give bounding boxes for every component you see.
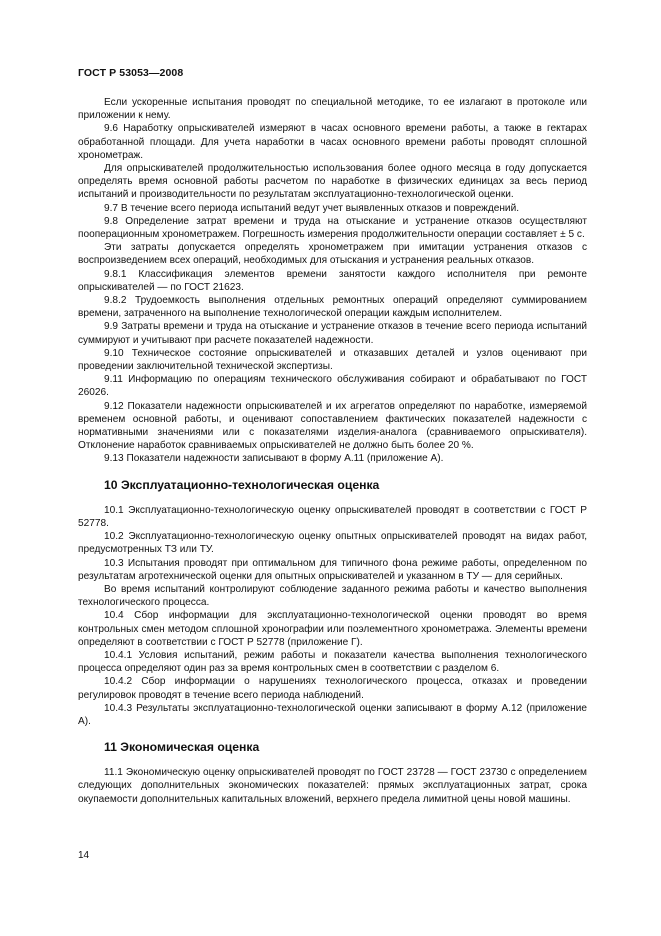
paragraph: 9.10 Техническое состояние опрыскивателей и отказавших деталей и узлов оценивают при проведении заключительной технической экспертизы.: [78, 347, 587, 373]
paragraph: Для опрыскивателей продолжительностью использования более одного месяца в году допускается определять время основной работы расчетом по наработке в физических единицах за весь период испытаний и производительности по результатам эксплуатационно-технологической оценки.: [78, 163, 587, 201]
paragraph: 10.4.2 Сбор информации о нарушениях технологического процесса, отказах и проведении регулировок проводят в течение всего периода наблюдений.: [78, 676, 587, 701]
paragraph: 10.1 Эксплуатационно-технологическую оценку опрыскивателей проводят в соответствии с ГОСТ Р 52778.: [78, 504, 587, 529]
paragraph: 9.13 Показатели надежности записывают в форму А.11 (приложение А).: [104, 453, 444, 465]
section-heading: 10 Эксплуатационно-технологическая оценка: [104, 477, 380, 492]
page-number: 14: [78, 850, 90, 861]
paragraph: Во время испытаний контролируют соблюдение заданного режима работы и качество выполнения технологического процесса.: [78, 583, 587, 609]
paragraph: 9.6 Наработку опрыскивателей измеряют в часах основного времени работы, а также в гектарах обработанной площади. Для учета наработки в часах основного времени работы проводят сплошной хронометраж.: [78, 123, 587, 161]
paragraph: 9.8.1 Классификация элементов времени занятости каждого исполнителя при ремонте опрыскивателей — по ГОСТ 21623.: [78, 268, 587, 293]
paragraph: 10.3 Испытания проводят при оптимальном для типичного фона режиме работы, определенном по результатам агротехнической оценки для опытных опрыскивателей и указанном в ТУ — для серийных.: [78, 557, 587, 582]
paragraph: 10.4.1 Условия испытаний, режим работы и показатели качества выполнения технологического процесса определяют один раз за время контрольных смен в соответствии с разделом 6.: [78, 649, 587, 675]
paragraph: 9.9 Затраты времени и труда на отыскание и устранение отказов в течение всего периода испытаний суммируют и учитывают при расчете показателей надежности.: [78, 321, 587, 346]
paragraph: 9.8.2 Трудоемкость выполнения отдельных ремонтных операций определяют суммированием времени, затраченного на выполнение технологической операции каждым исполнителем.: [78, 295, 587, 320]
paragraph: 9.8 Определение затрат времени и труда на отыскание и устранение отказов осуществляют пооперационным хронометражем. Погрешность измерения продолжительности операции составляет ± 5 с.: [78, 215, 587, 241]
paragraph: 9.7 В течение всего периода испытаний ведут учет выявленных отказов и повреждений.: [104, 202, 520, 214]
paragraph: Эти затраты допускается определять хронометражем при имитации устранения отказов с воспроизведением всех операций, необходимых для отыскания и устранения реальных отказов.: [78, 242, 587, 267]
paragraph: 9.11 Информацию по операциям технического обслуживания собирают и обрабатывают по ГОСТ 26026.: [78, 374, 587, 399]
paragraph: 10.2 Эксплуатационно-технологическую оценку опытных опрыскивателей проводят на видах работ, предусмотренных ТЗ или ТУ.: [78, 531, 587, 556]
paragraph: 11.1 Экономическую оценку опрыскивателей проводят по ГОСТ 23728 — ГОСТ 23730 с определением следующих дополнительных экономических показателей: прямых эксплуатационных затрат, срока окупаемости дополнительных капитальных вложений, верхнего предела лимитной цены новой машины.: [78, 767, 587, 805]
paragraph: 10.4 Сбор информации для эксплуатационно-технологической оценки проводят во время контрольных смен методом сплошной хронографии или поэлементного хронометража. Элементы времени определяют в соответствии с ГОСТ Р 52778 (приложение Г).: [78, 610, 587, 648]
paragraph: 10.4.3 Результаты эксплуатационно-технологической оценки записывают в форму А.12 (приложение А).: [78, 702, 587, 727]
document-header: ГОСТ Р 53053—2008: [78, 67, 184, 79]
document-body: [78, 96, 587, 806]
paragraph: Если ускоренные испытания проводят по специальной методике, то ее излагают в протоколе или приложении к нему.: [78, 97, 587, 122]
paragraph: 9.12 Показатели надежности опрыскивателей и их агрегатов определяют по наработке, измеряемой временем основной работы, и оценивают сопоставлением фактических показателей надежности с нормативными значениями или с показателями изделия-аналога (сравниваемого опрыскивателя). Отклонение наработок сравниваемых опрыскивателей не должно быть более 20 %.: [78, 400, 587, 452]
section-heading: 11 Экономическая оценка: [104, 740, 260, 755]
